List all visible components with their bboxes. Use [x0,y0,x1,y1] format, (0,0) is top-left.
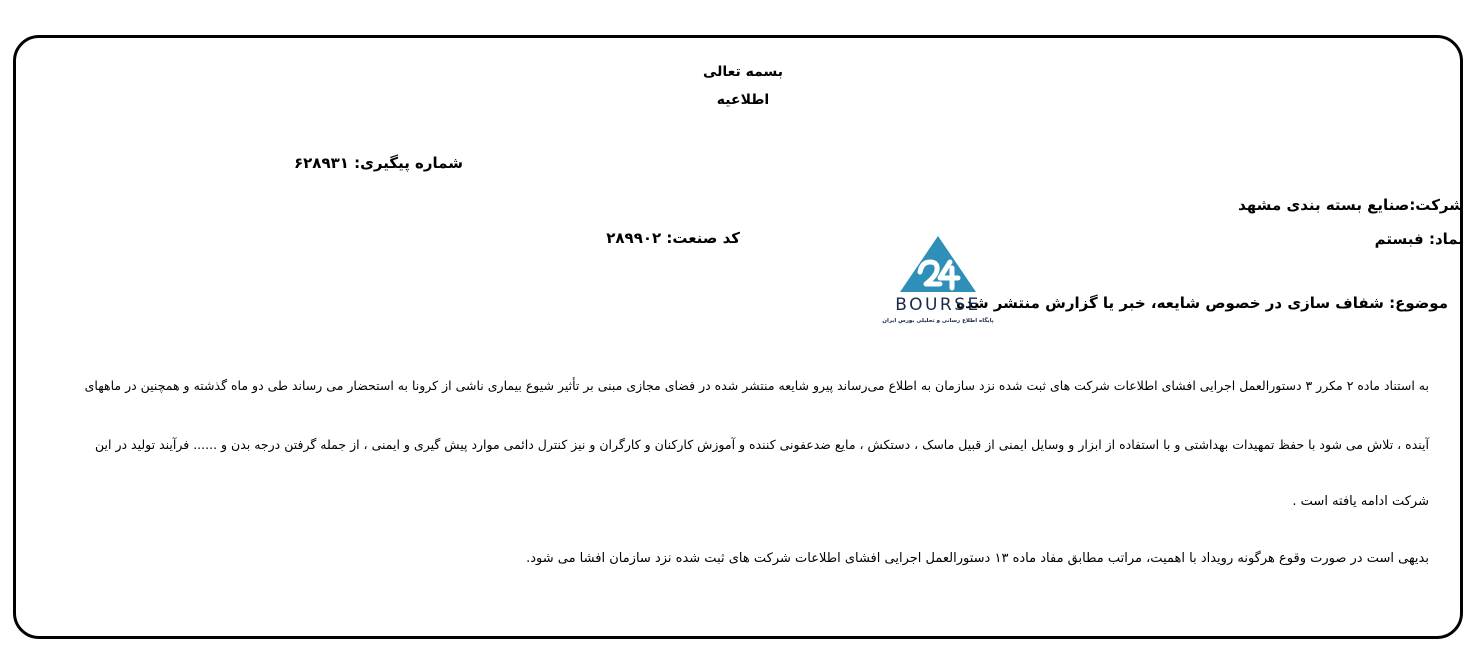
symbol-value: فبستم [1374,230,1424,248]
symbol-label: نماد: [1428,230,1464,248]
tracking-number [294,154,463,172]
company-label: شرکت: [1409,196,1464,214]
symbol-field [1375,230,1464,248]
industry-code-label: کد صنعت: [666,229,740,247]
header-title: اطلاعیه [716,92,770,108]
body-line-4: بدیهی است در صورت وقوع هرگونه رویداد با اهمیت، مراتب مطابق مفاد ماده ۱۳ دستورالعمل اجرایی افشای اطلاعات شرکت های ثبت شده نزد سازمان افشا می شود. [526,551,1429,566]
company-value: صنایع بسته بندی مشهد [1238,196,1410,214]
industry-code-value: ۲۸۹۹۰۲ [606,229,662,247]
company-field [1238,196,1464,214]
document-border [13,35,1463,639]
industry-code-field [606,229,740,247]
bourse24-logo-icon [878,232,998,327]
logo-tagline: پایگاه اطلاع رسانی و تحلیلی بورس ایران [882,318,994,324]
subject-value: شفاف سازی در خصوص شایعه، خبر یا گزارش منتشر شده [956,294,1384,312]
body-line-3: شرکت ادامه یافته است . [1292,494,1429,509]
subject-label: موضوع: [1389,294,1448,312]
tracking-value: ۶۲۸۹۳۱ [293,154,349,172]
logo-wordmark: BOURSE [895,295,981,315]
body-line-1: به استناد ماده ۲ مکرر ۳ دستورالعمل اجرایی افشای اطلاعات شرکت های ثبت شده نزد سازمان به اطلاع می‌رساند پیرو شایعه منتشر شده در فضای مجازی مبنی بر تأثیر شیوع بیماری ناشی از کرونا به استحضار می رساند طی دو ماه گذشته و همچنین در ماههای [84,378,1429,393]
header-bismillah: بسمه تعالی [702,64,784,80]
body-line-2: آینده ، تلاش می شود با حفظ تمهیدات بهداشتی و با استفاده از ابزار و وسایل ایمنی از قبیل ماسک ، دستکش ، مایع ضدعفونی کننده و آموزش کارکنان و کارگران و نیز کنترل دائمی موارد پیش گیری و ایمنی ، از جمله گرفتن درجه بدن و ...... فرآیند تولید در این [95,437,1429,452]
subject-field [956,294,1448,312]
bourse24-logo [878,232,998,327]
tracking-label: شماره پیگیری: [354,154,463,172]
